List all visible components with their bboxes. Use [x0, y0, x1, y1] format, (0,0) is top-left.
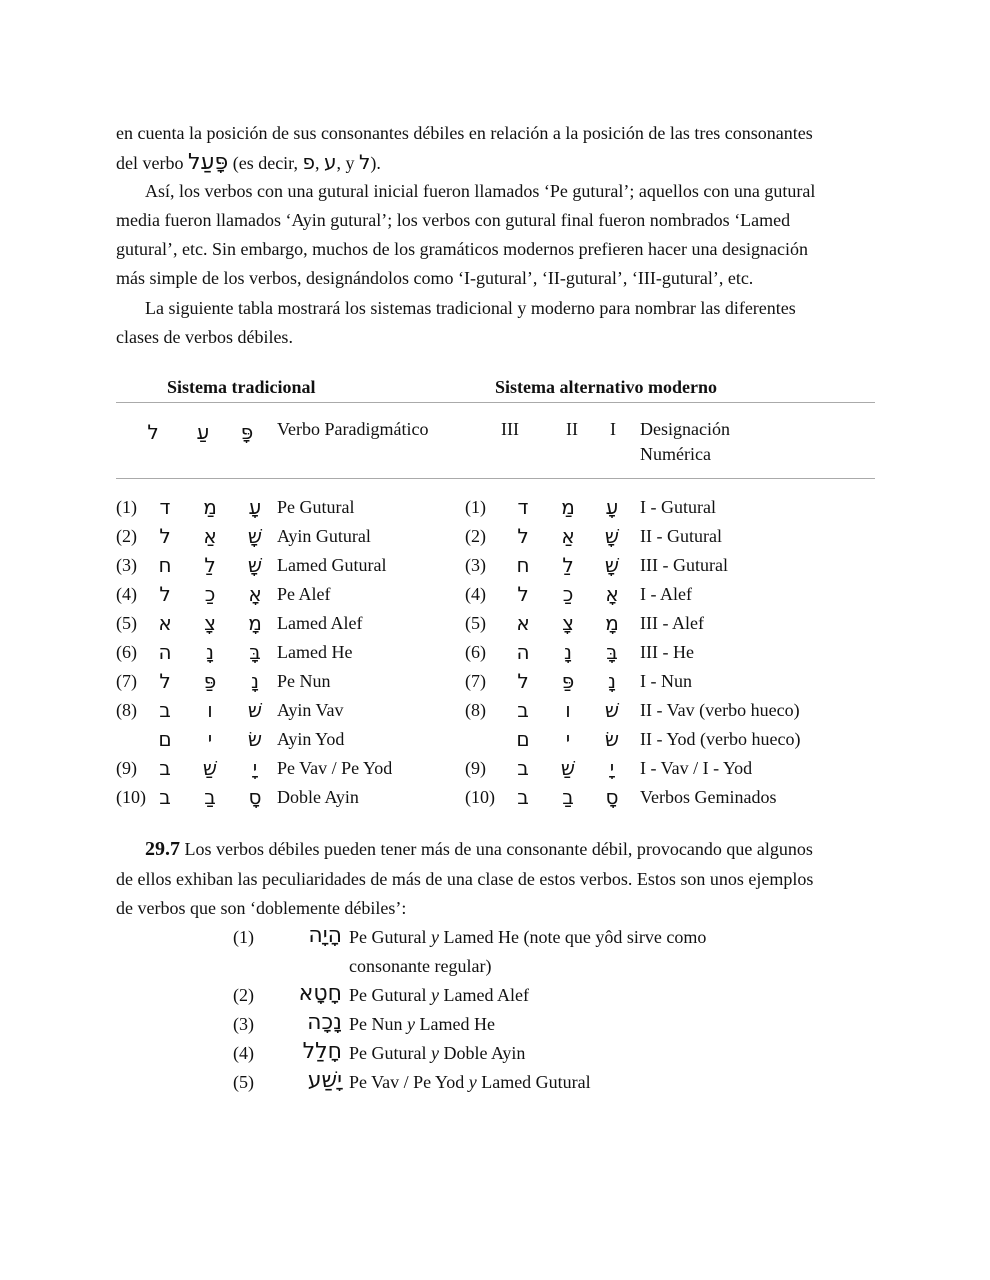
example-desc-part-a: Pe Vav / Pe Yod [349, 1072, 469, 1092]
example-desc-part-b: Doble Ayin [438, 1043, 526, 1063]
col-header-ii: II [566, 419, 578, 439]
hebrew-cell-c3: א [158, 611, 172, 635]
row-number-left: (7) [116, 671, 137, 691]
hebrew-cell-c3: ה [158, 640, 172, 664]
hebrew-cell-c2-modern: י [565, 727, 571, 751]
modern-name: III - He [640, 642, 694, 662]
hebrew-cell-c3: ב [159, 785, 171, 809]
hebrew-cell-c2-modern: צָ [562, 611, 574, 635]
hebrew-cell-c1: עָ [248, 495, 262, 519]
row-number-right: (10) [465, 787, 495, 807]
hebrew-cell-c1-modern: סָ [605, 785, 619, 809]
traditional-name: Ayin Gutural [277, 526, 371, 546]
hebrew-cell-c1-modern: שָׁ [604, 524, 620, 548]
example-desc-conjunction: y [430, 927, 439, 947]
example-desc-part-a: Pe Gutural [349, 927, 431, 947]
hebrew-cell-c1-modern: יָ [609, 756, 615, 780]
row-number-right: (5) [465, 613, 486, 633]
example-desc-conjunction: y [468, 1072, 477, 1092]
hebrew-cell-c1-modern: שׁ [604, 698, 620, 722]
row-number-left: (2) [116, 526, 137, 546]
row-number-left: (3) [116, 555, 137, 575]
hebrew-cell-c2: פַּ [203, 669, 217, 693]
hebrew-letter-lamed: ל [359, 150, 371, 174]
example-desc-part-a: Pe Nun [349, 1014, 407, 1034]
row-number-left: (8) [116, 700, 137, 720]
example-desc-part-b: Lamed Gutural [476, 1072, 591, 1092]
traditional-system-header: Sistema tradicional [167, 377, 316, 397]
example-desc-part-a: Pe Gutural [349, 1043, 431, 1063]
traditional-name: Ayin Vav [277, 700, 344, 720]
hebrew-cell-c3-modern: ל [517, 582, 529, 606]
traditional-name: Lamed Alef [277, 613, 363, 633]
section-number: 29.7 [145, 838, 180, 860]
modern-name: I - Gutural [640, 497, 716, 517]
hebrew-letter-pe: פ [302, 150, 315, 174]
example-description [349, 981, 529, 1010]
example-desc-part-b: Lamed Alef [438, 985, 529, 1005]
modern-name: II - Yod (verbo hueco) [640, 729, 801, 749]
hebrew-cell-c1: מָ [248, 611, 262, 635]
para2-line-4: más simple de los verbos, designándolos como ‘I-gutural’, ‘II-gutural’, ‘III-gutural’, etc. [116, 268, 754, 288]
hebrew-cell-c3: ל [159, 669, 171, 693]
hebrew-cell-c1: בָּ [249, 640, 261, 664]
hebrew-cell-c2-modern: כַ [562, 582, 574, 606]
example-desc-part-a: Pe Gutural [349, 985, 431, 1005]
para2-line-3: gutural’, etc. Sin embargo, muchos de los gramáticos modernos prefieren hacer una designación [116, 239, 808, 259]
hebrew-cell-c1-modern: מָ [605, 611, 619, 635]
para3-line-2: clases de verbos débiles. [116, 327, 293, 347]
section-line-1 [145, 835, 905, 864]
example-number: (1) [233, 927, 254, 947]
example-hebrew-word: הָיָה [308, 923, 342, 948]
traditional-name: Lamed He [277, 642, 353, 662]
row-number-left: (6) [116, 642, 137, 662]
section-text-1: Los verbos débiles pueden tener más de una consonante débil, provocando que algunos [180, 839, 813, 859]
modern-name: II - Gutural [640, 526, 722, 546]
intro-line-1: en cuenta la posición de sus consonantes débiles en relación a la posición de las tres consonantes [116, 123, 813, 143]
example-desc-conjunction: y [407, 1014, 415, 1034]
example-number: (5) [233, 1072, 254, 1092]
hebrew-cell-c2-modern: בַ [562, 785, 574, 809]
row-number-left: (5) [116, 613, 137, 633]
col-header-numeric-1: Designación [640, 419, 730, 439]
modern-name: I - Vav / I - Yod [640, 758, 753, 778]
hebrew-cell-c1: יָ [252, 756, 258, 780]
example-description [349, 1039, 525, 1068]
hebrew-cell-c2-modern: נָ [563, 640, 572, 664]
hebrew-cell-c3: ל [159, 582, 171, 606]
traditional-name: Pe Gutural [277, 497, 355, 517]
traditional-name: Lamed Gutural [277, 555, 387, 575]
example-hebrew-word: חָלַל [302, 1039, 342, 1064]
hebrew-cell-c3: ח [158, 553, 172, 577]
row-number-right: (7) [465, 671, 486, 691]
example-hebrew-word: יָשַׁע [307, 1068, 342, 1093]
hebrew-cell-c1-modern: בָּ [606, 640, 618, 664]
hebrew-cell-c3-modern: ם [516, 727, 530, 751]
hebrew-cell-c2-modern: פַּ [561, 669, 575, 693]
hebrew-cell-c3-modern: ח [516, 553, 530, 577]
hebrew-cell-c2: כַ [204, 582, 216, 606]
hebrew-cell-c2: לַ [204, 553, 216, 577]
hebrew-cell-c2: נָ [205, 640, 214, 664]
modern-name: II - Vav (verbo hueco) [640, 700, 800, 720]
hebrew-cell-c1-modern: עָ [605, 495, 619, 519]
hebrew-cell-c3-modern: ב [517, 698, 529, 722]
col-header-paradigm-verb: Verbo Paradigmático [277, 419, 429, 439]
hebrew-cell-c2: ו [207, 698, 213, 722]
example-desc-conjunction: y [430, 1043, 439, 1063]
traditional-name: Pe Nun [277, 671, 331, 691]
para2-line-1: Así, los verbos con una gutural inicial fueron llamados ‘Pe gutural’; aquellos con una gutural [145, 181, 816, 201]
row-number-right: (8) [465, 700, 486, 720]
hebrew-cell-c3-modern: ל [517, 669, 529, 693]
example-description-continued: consonante regular) [349, 956, 492, 976]
hebrew-cell-c2-modern: ו [565, 698, 571, 722]
example-number: (3) [233, 1014, 254, 1034]
row-number-right: (3) [465, 555, 486, 575]
modern-name: I - Nun [640, 671, 692, 691]
hebrew-cell-c3: ד [159, 495, 171, 519]
hebrew-cell-c1: שָׁ [247, 553, 263, 577]
example-description [349, 923, 706, 952]
intro-text-a: del verbo [116, 153, 188, 173]
col-header-pe: פָּ [240, 420, 254, 444]
col-header-i: I [610, 419, 616, 439]
hebrew-cell-c2: שַׁ [202, 756, 218, 780]
hebrew-cell-c3: ב [159, 756, 171, 780]
hebrew-cell-c1: אָ [248, 582, 262, 606]
hebrew-cell-c2: מַ [203, 495, 217, 519]
col-header-numeric-2: Numérica [640, 444, 711, 464]
hebrew-cell-c3-modern: א [516, 611, 530, 635]
hebrew-cell-c2: צָ [204, 611, 216, 635]
hebrew-cell-c1: סָ [248, 785, 262, 809]
hebrew-cell-c3: ב [159, 698, 171, 722]
hebrew-cell-c1: נָ [250, 669, 259, 693]
hebrew-cell-c1: שׁ [247, 698, 263, 722]
intro-text-b: (es decir, [228, 153, 303, 173]
hebrew-cell-c2-modern: מַ [561, 495, 575, 519]
hebrew-cell-c2: י [207, 727, 213, 751]
para2-line-2: media fueron llamados ‘Ayin gutural’; los verbos con gutural final fueron nombrados ‘Lamed [116, 210, 791, 230]
col-header-ayin: עַ [196, 420, 210, 444]
modern-name: III - Alef [640, 613, 704, 633]
modern-name: Verbos Geminados [640, 787, 777, 807]
row-number-right: (2) [465, 526, 486, 546]
intro-text-e: ). [370, 153, 381, 173]
hebrew-cell-c1-modern: נָ [607, 669, 616, 693]
example-description [349, 1010, 495, 1039]
hebrew-cell-c1: שׂ [247, 727, 263, 751]
hebrew-cell-c3: ל [159, 524, 171, 548]
row-number-left: (1) [116, 497, 137, 517]
modern-system-header: Sistema alternativo moderno [495, 377, 717, 397]
row-number-right: (4) [465, 584, 486, 604]
intro-text-c: , [314, 153, 324, 173]
example-hebrew-word: נָכָה [307, 1010, 342, 1035]
modern-name: III - Gutural [640, 555, 728, 575]
hebrew-cell-c3-modern: ב [517, 785, 529, 809]
row-number-right: (1) [465, 497, 486, 517]
hebrew-cell-c3: ם [158, 727, 172, 751]
intro-text-d: , y [336, 153, 359, 173]
example-number: (2) [233, 985, 254, 1005]
hebrew-cell-c1-modern: שָׁ [604, 553, 620, 577]
col-header-iii: III [501, 419, 519, 439]
traditional-name: Ayin Yod [277, 729, 345, 749]
hebrew-cell-c3-modern: ה [516, 640, 530, 664]
table-header-rule [116, 478, 875, 479]
traditional-name: Doble Ayin [277, 787, 359, 807]
example-number: (4) [233, 1043, 254, 1063]
hebrew-cell-c2-modern: לַ [562, 553, 574, 577]
example-desc-part-b: Lamed He (note que yôd sirve como [438, 927, 707, 947]
table-top-rule [116, 402, 875, 403]
hebrew-cell-c2: בַ [204, 785, 216, 809]
hebrew-cell-c3-modern: ל [517, 524, 529, 548]
example-desc-conjunction: y [430, 985, 439, 1005]
hebrew-paradigm-verb: פָּעַל [187, 150, 229, 175]
section-line-2: de ellos exhiban las peculiaridades de más de una clase de estos verbos. Estos son unos ejemplos [116, 869, 814, 889]
hebrew-cell-c3-modern: ד [517, 495, 529, 519]
hebrew-cell-c1-modern: שׂ [604, 727, 620, 751]
traditional-name: Pe Vav / Pe Yod [277, 758, 393, 778]
col-header-lamed: ל [147, 420, 159, 444]
hebrew-cell-c2-modern: שַׁ [560, 756, 576, 780]
hebrew-cell-c1-modern: אָ [605, 582, 619, 606]
example-hebrew-word: חָטָא [298, 981, 342, 1006]
para3-line-1: La siguiente tabla mostrará los sistemas tradicional y moderno para nombrar las diferentes [145, 298, 796, 318]
hebrew-cell-c2: אַ [203, 524, 217, 548]
traditional-name: Pe Alef [277, 584, 331, 604]
example-desc-part-b: Lamed He [415, 1014, 495, 1034]
section-line-3: de verbos que son ‘doblemente débiles’: [116, 898, 407, 918]
intro-line-2 [116, 148, 876, 178]
hebrew-letter-ayin: ע [323, 150, 337, 174]
row-number-right: (9) [465, 758, 486, 778]
hebrew-cell-c3-modern: ב [517, 756, 529, 780]
example-description [349, 1068, 591, 1097]
modern-name: I - Alef [640, 584, 692, 604]
row-number-left: (4) [116, 584, 137, 604]
row-number-left: (10) [116, 787, 146, 807]
hebrew-cell-c1: שָׁ [247, 524, 263, 548]
row-number-right: (6) [465, 642, 486, 662]
row-number-left: (9) [116, 758, 137, 778]
hebrew-cell-c2-modern: אַ [561, 524, 575, 548]
